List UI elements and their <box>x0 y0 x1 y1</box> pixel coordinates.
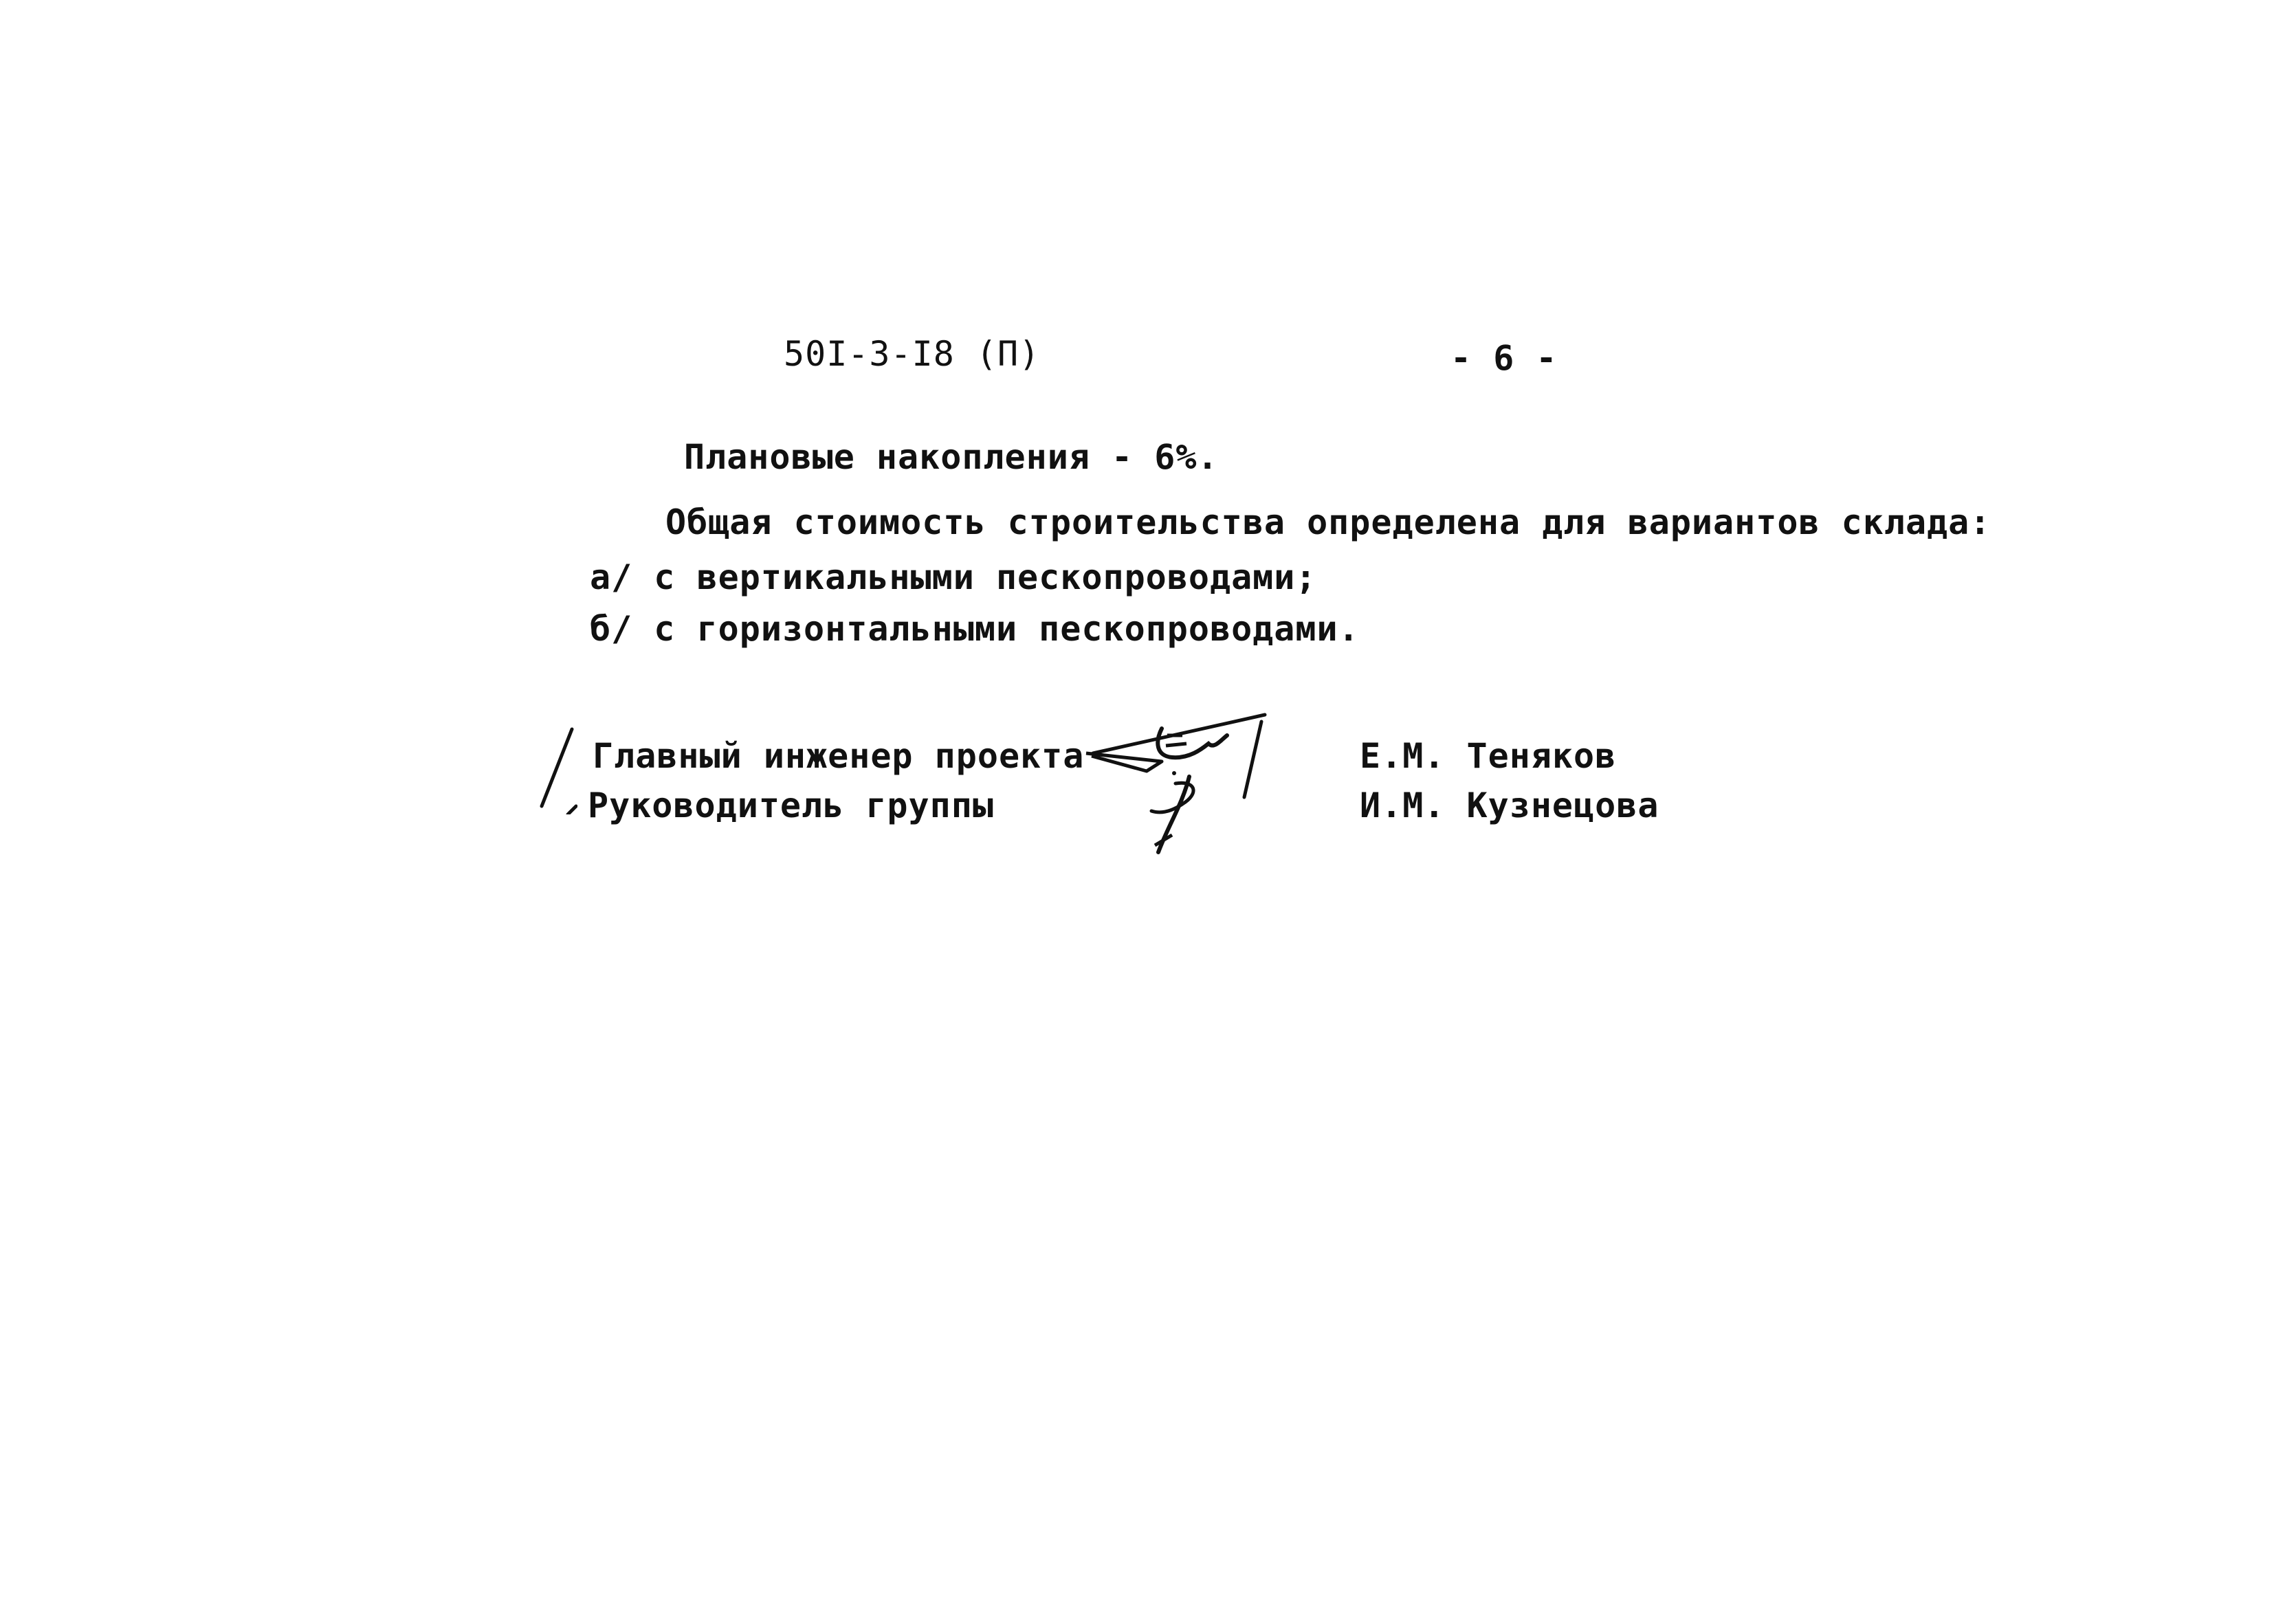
chief-engineer-role: Главный инженер проекта <box>593 736 1085 776</box>
group-leader-name: И.М. Кузнецова <box>1360 786 1659 825</box>
handwritten-signatures <box>1079 708 1285 859</box>
total-cost-line: Общая стоимость строительства определена для вариантов склада: <box>665 502 1991 542</box>
chief-engineer-name: Е.М. Теняков <box>1360 736 1617 776</box>
variant-b-line: б/ с горизонтальными пескопроводами. <box>590 609 1360 649</box>
page-number: - 6 - <box>1450 338 1558 378</box>
group-leader-role: Руководитель группы <box>588 786 994 825</box>
margin-slash-mark <box>536 725 577 814</box>
planned-accumulation-line: Плановые накопления - 6%. <box>684 437 1219 477</box>
document-code: 50I-3-I8 (П) <box>784 334 1041 374</box>
variant-a-line: а/ с вертикальными пескопроводами; <box>590 557 1317 597</box>
